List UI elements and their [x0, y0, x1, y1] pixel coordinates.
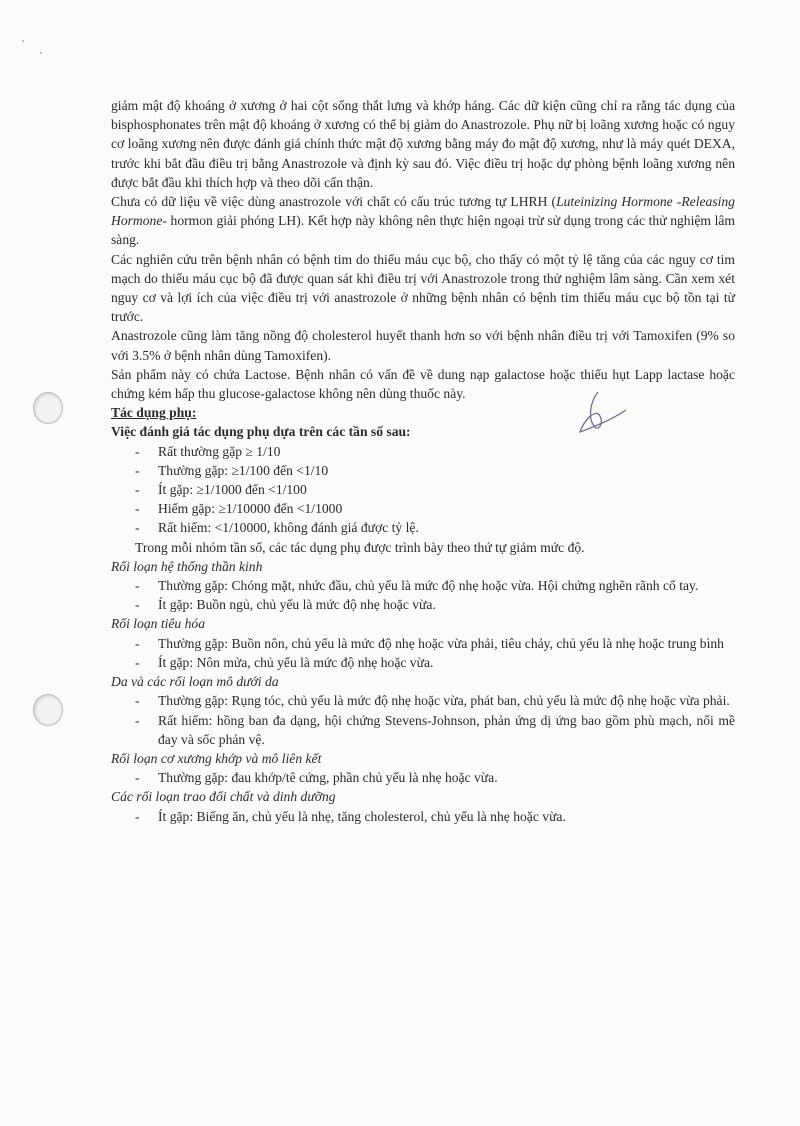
paragraph-lhrh: Chưa có dữ liệu về việc dùng anastrozole với chất có cấu trúc tương tự LHRH (Luteinizing Hormone -Releasing Hormone- hormon giải phóng LH). Kết hợp này không nên thực hiện ngoại trừ sử dụng trong các thử nghiệm lâm sàng.	[111, 194, 735, 248]
side-effect-item: - Ít gặp: Nôn mửa, chủ yếu là mức độ nhẹ hoặc vừa.	[135, 654, 434, 670]
frequency-item: - Ít gặp: ≥1/1000 đến <1/100	[135, 482, 307, 498]
ordering-note: Trong mỗi nhóm tần số, các tác dụng phụ được trình bày theo thứ tự giảm mức độ.	[135, 539, 585, 555]
group-title-digestive: Rối loạn tiêu hóa	[111, 616, 206, 632]
scan-speck	[40, 52, 42, 54]
punch-hole-icon	[33, 694, 63, 726]
side-effect-item: - Thường gặp: Rụng tóc, chủ yếu là mức độ nhẹ hoặc vừa, phát ban, chủ yếu là mức độ nhẹ hoặc vừa phải.	[135, 693, 730, 709]
group-title-metabolism: Các rối loạn trao đổi chất và dinh dưỡng	[111, 789, 336, 805]
group-title-nervous: Rối loạn hệ thống thần kinh	[111, 558, 263, 574]
side-effect-item: - Thường gặp: đau khớp/tê cứng, phần chủ yếu là nhẹ hoặc vừa.	[135, 770, 498, 786]
paragraph-bone-density: giảm mật độ khoáng ở xương ở hai cột sống thắt lưng và khớp háng. Các dữ kiện cũng chỉ ra rằng tác dụng của bisphosphonates trên mật độ khoáng ở xương có thể bị giảm do Anastrozole. Phụ nữ bị loãng xương hoặc có nguy cơ loãng xương nên được đánh giá chính thức mật độ xương bằng máy đo mật độ xương, như là máy quét DEXA, trước khi bắt đầu điều trị bằng Anastrozole và định kỳ sau đó. Việc điều trị hoặc dự phòng bệnh loãng xương nên được bắt đầu khi thích hợp và theo dõi cẩn thận.	[111, 98, 735, 190]
side-effect-item: - Thường gặp: Chóng mặt, nhức đầu, chủ yếu là mức độ nhẹ hoặc vừa. Hội chứng nghẽn rãnh cổ tay.	[135, 578, 699, 594]
frequency-item: - Thường gặp: ≥1/100 đến <1/10	[135, 462, 329, 478]
side-effects-heading: Tác dụng phụ:	[111, 405, 197, 421]
scan-speck	[22, 40, 24, 42]
frequency-heading: Việc đánh giá tác dụng phụ dựa trên các tần số sau:	[111, 424, 411, 440]
side-effect-item: - Thường gặp: Buồn nôn, chủ yếu là mức độ nhẹ hoặc vừa phải, tiêu chảy, chủ yếu là nhẹ hoặc trung bình	[135, 635, 724, 651]
side-effect-item: - Ít gặp: Biếng ăn, chủ yếu là nhẹ, tăng cholesterol, chủ yếu là nhẹ hoặc vừa.	[135, 808, 566, 824]
side-effect-item: - Ít gặp: Buồn ngủ, chủ yếu là mức độ nhẹ hoặc vừa.	[135, 597, 436, 613]
frequency-item: - Rất thường gặp ≥ 1/10	[135, 443, 281, 459]
punch-hole-icon	[33, 392, 63, 424]
paragraph-cardiac-risk: Các nghiên cứu trên bệnh nhân có bệnh tim do thiếu máu cục bộ, cho thấy có một tỷ lệ tăng của các nguy cơ tim mạch do thiếu máu cục bộ đã được quan sát khi điều trị với Anastrozole trong thử nghiệm lâm sàng. Cần xem xét nguy cơ và lợi ích của việc điều trị với anastrozole ở những bệnh nhân có bệnh tim thiếu máu cục bộ tồn tại từ trước.	[111, 251, 735, 325]
side-effect-item: - Rất hiếm: hồng ban đa dạng, hội chứng Stevens-Johnson, phản ứng dị ứng bao gồm phù mạch, nổi mề đay và sốc phản vệ.	[135, 712, 735, 747]
frequency-item: - Rất hiếm: <1/10000, không đánh giá được tỷ lệ.	[135, 520, 419, 536]
group-title-skin: Da và các rối loạn mô dưới da	[111, 674, 279, 690]
paragraph-cholesterol: Anastrozole cũng làm tăng nồng độ cholesterol huyết thanh hơn so với bệnh nhân điều trị với Tamoxifen (9% so với 3.5% ở bệnh nhân dùng Tamoxifen).	[111, 328, 735, 363]
group-title-musculoskeletal: Rối loạn cơ xương khớp và mô liên kết	[111, 750, 322, 766]
document-body	[111, 96, 735, 826]
frequency-item: - Hiếm gặp: ≥1/10000 đến <1/1000	[135, 501, 343, 517]
paragraph-lactose: Sản phẩm này có chứa Lactose. Bệnh nhân có vấn đề về dung nạp galactose hoặc thiếu hụt Lapp lactase hoặc chứng kém hấp thu glucose-galactose không nên dùng thuốc này.	[111, 366, 735, 402]
